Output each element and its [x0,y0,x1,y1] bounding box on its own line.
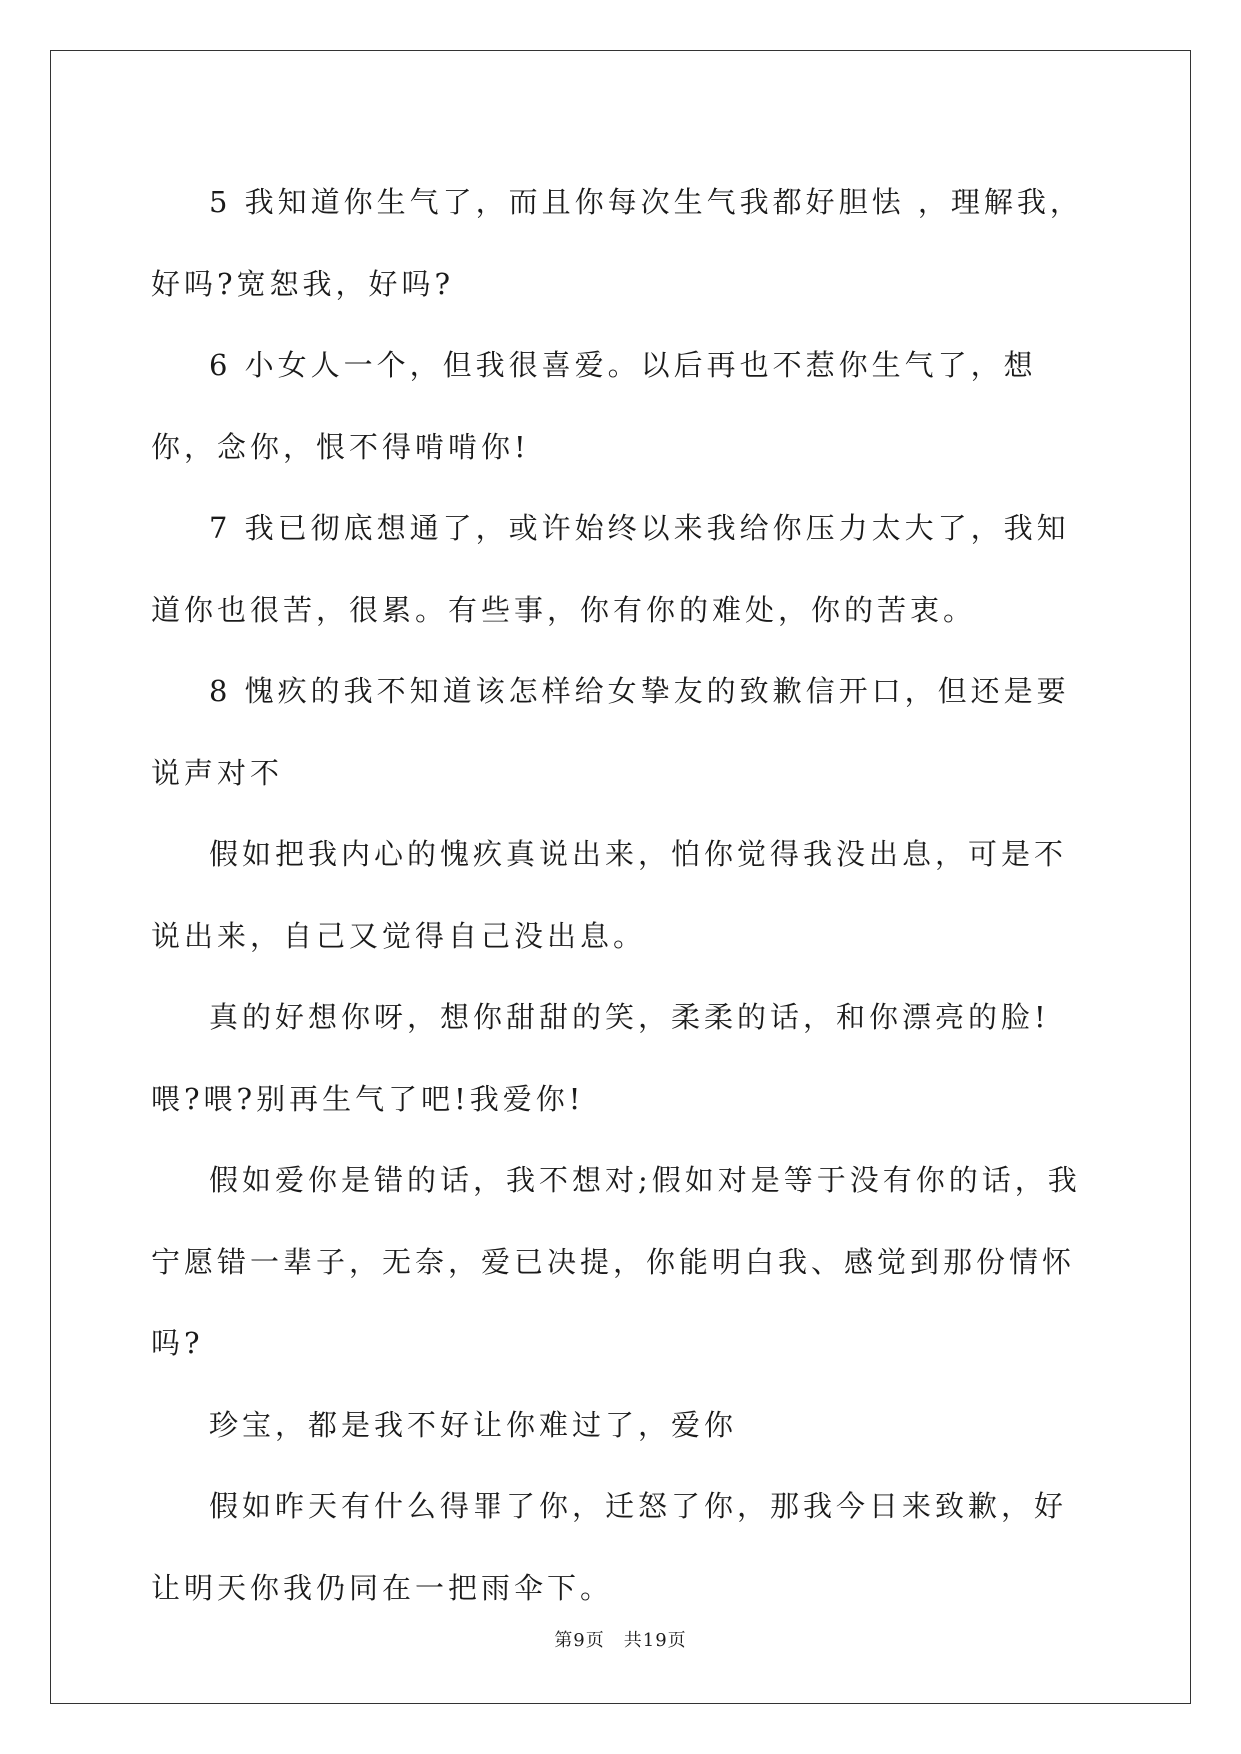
paragraph-8: 8 愧疚的我不知道该怎样给女挚友的致歉信开口，但还是要说声对不 [151,674,1070,790]
paragraph-apology-2: 真的好想你呀，想你甜甜的笑，柔柔的话，和你漂亮的脸!喂?喂?别再生气了吧!我爱你! [151,1000,1050,1116]
paragraph-apology-4: 珍宝，都是我不好让你难过了，爱你 [209,1407,738,1442]
page-number: 第9页 共19页 [554,1630,687,1651]
paragraph-apology-5: 假如昨天有什么得罪了你，迁怒了你，那我今日来致歉，好让明天你我仍同在一把雨伞下。 [151,1489,1068,1605]
paragraph-5: 5 我知道你生气了，而且你每次生气我都好胆怯 ，理解我，好吗?宽恕我，好吗? [151,185,1083,301]
document-body [151,162,1091,1629]
paragraph-7: 7 我已彻底想通了，或许始终以来我给你压力太大了，我知道你也很苦，很累。有些事，你有你的难处，你的苦衷。 [151,511,1070,627]
paragraph-apology-3: 假如爱你是错的话，我不想对;假如对是等于没有你的话，我宁愿错一辈子，无奈，爱已决提，你能明白我、感觉到那份情怀吗? [151,1163,1081,1360]
paragraph-6: 6 小女人一个，但我很喜爱。以后再也不惹你生气了，想你，念你，恨不得啃啃你! [151,348,1037,464]
paragraph-apology-1: 假如把我内心的愧疚真说出来，怕你觉得我没出息，可是不说出来，自己又觉得自己没出息。 [151,837,1068,953]
